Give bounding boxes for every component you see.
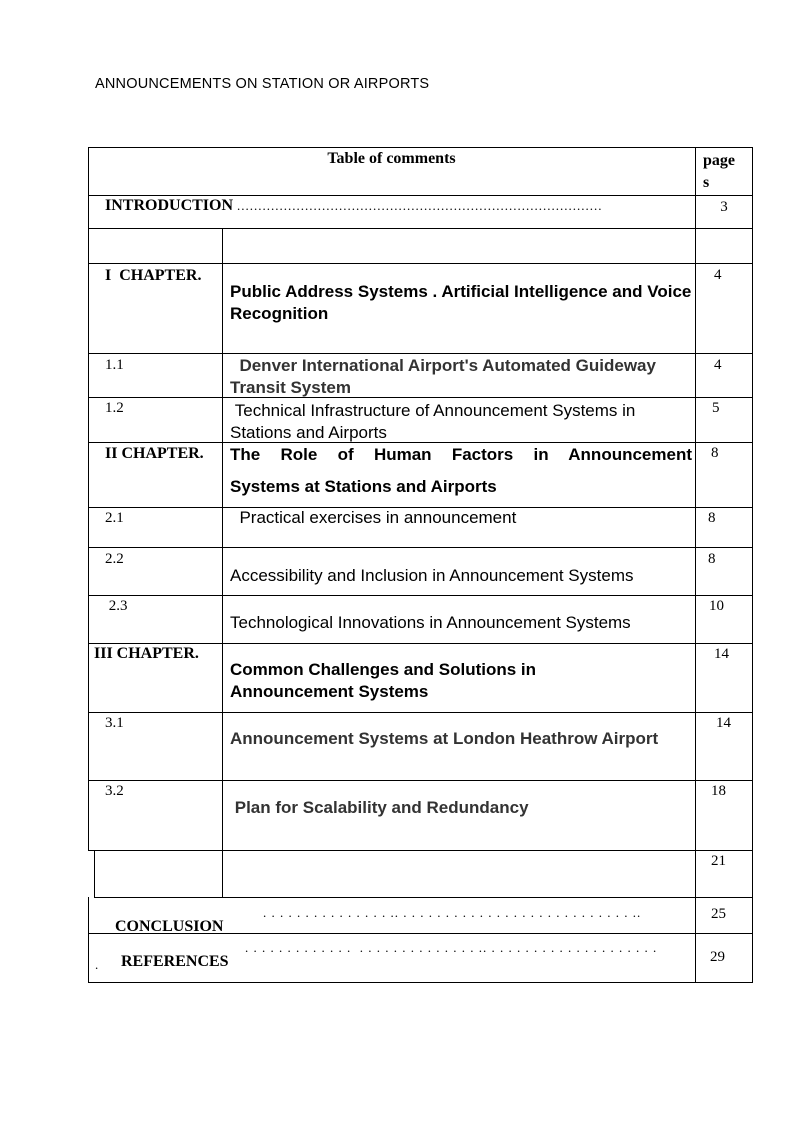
rule (88, 780, 753, 781)
toc-header-pages (703, 150, 735, 194)
toc-header-pages-line1: page (703, 152, 735, 169)
rule (88, 147, 89, 850)
toc-header-title: Table of comments (327, 150, 456, 167)
rule (88, 643, 753, 644)
toc-row-number: 2.3 (105, 598, 128, 614)
toc-row-page: 21 (711, 853, 726, 869)
toc-row-page: 4 (714, 267, 722, 283)
toc-row-title[interactable] (230, 444, 692, 498)
toc-row-title[interactable]: Denver International Airport's Automated Guideway Transit System (230, 356, 661, 397)
rule (695, 147, 696, 983)
rule (752, 147, 753, 983)
rule (88, 147, 753, 148)
toc-row-title[interactable]: Announcement Systems at London Heathrow Airport (230, 729, 659, 748)
document-title: ANNOUNCEMENTS ON STATION OR AIRPORTS (95, 76, 430, 92)
toc-references-leader-tail: . (95, 957, 100, 972)
toc-row-title-line1: The Role of Human Factors in Announcement (230, 445, 692, 464)
toc-row-title[interactable]: Common Challenges and Solutions in Announcement Systems (230, 660, 537, 701)
toc-row-number: 2.1 (105, 510, 124, 526)
rule (94, 897, 753, 898)
toc-row-number: 3.1 (105, 715, 124, 731)
toc-row-page: 18 (711, 783, 726, 799)
toc-row-number: III CHAPTER. (94, 645, 199, 662)
rule (94, 850, 95, 897)
toc-references-page: 29 (710, 949, 725, 965)
toc-row-number: 2.2 (105, 551, 124, 567)
toc-introduction-label: INTRODUCTION (105, 197, 234, 214)
toc-references[interactable] (105, 935, 229, 989)
toc-row-page: 10 (709, 598, 724, 614)
rule (88, 353, 753, 354)
toc-row-page: 4 (714, 357, 722, 373)
toc-introduction-page: 3 (720, 199, 728, 215)
toc-row-title[interactable]: Technical Infrastructure of Announcement Systems in Stations and Airports (230, 401, 641, 442)
toc-row-number: 1.1 (105, 357, 124, 373)
toc-conclusion-leader: . . . . . . . . . . . . . . . .. . . . . . . . . . . . . . . . . . . . . . . . . . . . .. (263, 905, 642, 920)
toc-row-number: 3.2 (105, 783, 124, 799)
rule (222, 228, 223, 897)
toc-references-label: REFERENCES (121, 953, 229, 970)
rule (88, 595, 753, 596)
rule (88, 850, 753, 851)
toc-row-page: 5 (712, 400, 720, 416)
toc-row-page: 8 (711, 445, 719, 461)
toc-row-number: I CHAPTER. (105, 267, 202, 284)
rule (88, 897, 89, 983)
toc-references-leader: . . . . . . . . . . . . . . . . . . . . . . . . . . . .. . . . . . . . . . . . . . . . . . . . . (245, 940, 658, 955)
rule (88, 712, 753, 713)
toc-row-title[interactable]: Plan for Scalability and Redundancy (230, 798, 529, 817)
toc-row-number: 1.2 (105, 400, 124, 416)
toc-row-page: 14 (716, 715, 731, 731)
toc-row-page: 14 (714, 646, 729, 662)
rule (88, 195, 753, 196)
toc-introduction[interactable] (105, 197, 603, 215)
toc-conclusion-page: 25 (711, 906, 726, 922)
toc-row-title-line2: Systems at Stations and Airports (230, 477, 497, 496)
toc-conclusion-label: CONCLUSION (115, 918, 224, 935)
toc-row-page: 8 (708, 510, 716, 526)
toc-introduction-leader: ...................................................................................... (237, 198, 603, 213)
toc-header-pages-line2: s (703, 174, 710, 191)
toc-row-page: 8 (708, 551, 716, 567)
toc-row-title[interactable]: Technological Innovations in Announcement Systems (230, 613, 631, 632)
rule (88, 228, 753, 229)
toc-row-title[interactable]: Practical exercises in announcement (230, 508, 517, 527)
toc-row-number: II CHAPTER. (105, 445, 204, 462)
table-of-contents (88, 147, 753, 983)
rule (88, 547, 753, 548)
toc-row-title[interactable]: Public Address Systems . Artificial Intelligence and Voice Recognition (230, 282, 692, 323)
rule (88, 263, 753, 264)
toc-row-title[interactable]: Accessibility and Inclusion in Announcement Systems (230, 566, 634, 585)
